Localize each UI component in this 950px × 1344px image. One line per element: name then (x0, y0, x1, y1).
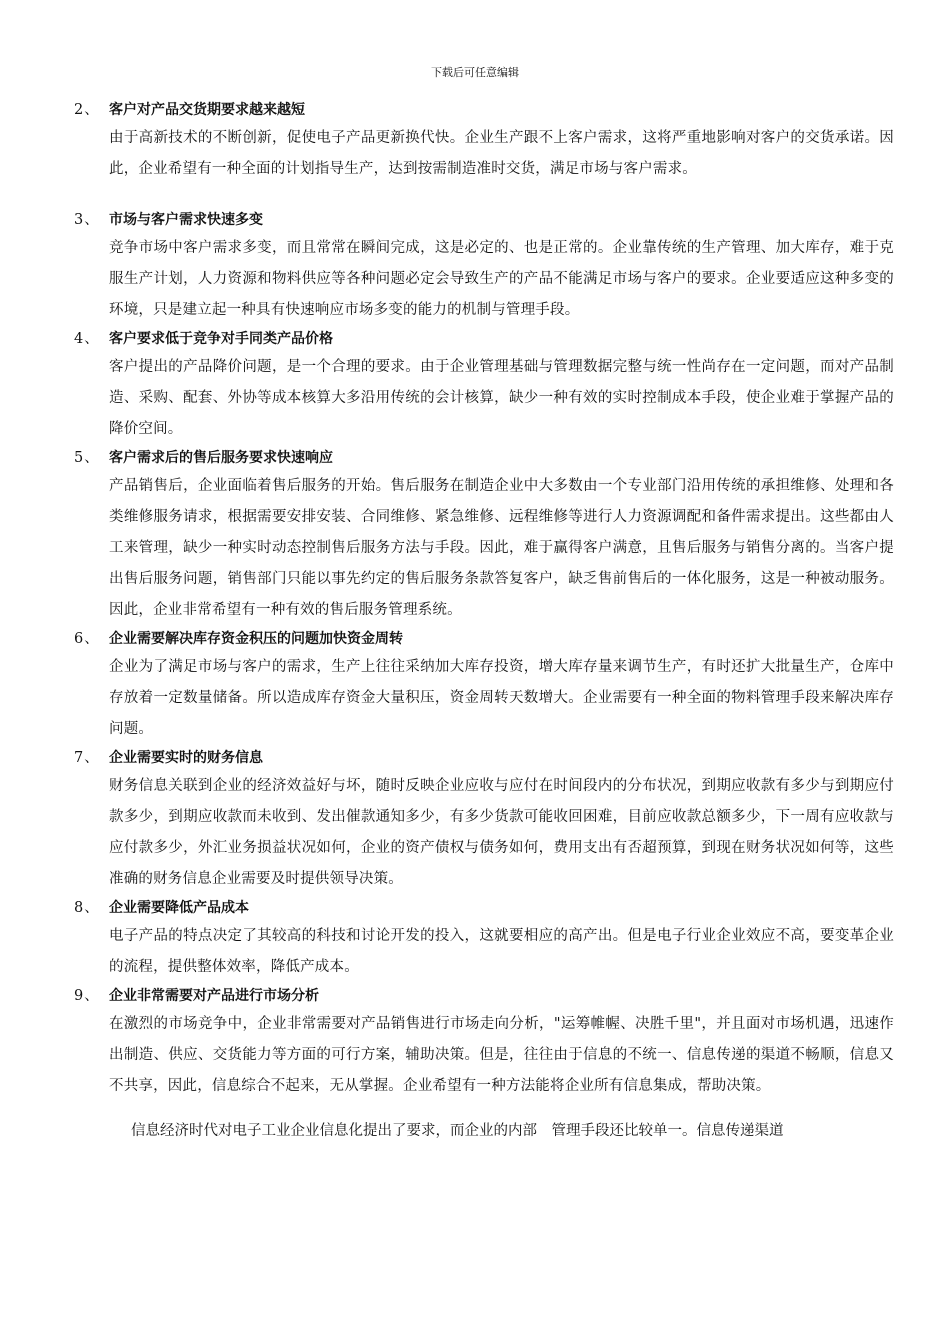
section-heading: 客户对产品交货期要求越来越短 (109, 102, 305, 118)
section-number: 4、 (74, 331, 100, 347)
document-body (74, 97, 894, 1147)
section-9 (74, 983, 894, 1102)
section-number: 7、 (74, 750, 100, 766)
section-heading: 企业需要实时的财务信息 (109, 750, 263, 766)
section-heading: 客户需求后的售后服务要求快速响应 (109, 450, 333, 466)
section-7 (74, 745, 894, 895)
section-8 (74, 895, 894, 983)
section-paragraph: 财务信息关联到企业的经济效益好与坏，随时反映企业应收与应付在时间段内的分布状况，到期应收款有多少与到期应付款多少，到期应收款而未收到、发出催款通知多少，有多少货款可能收回困难，目前应收款总额多少，下一周有应收款与应付款多少，外汇业务损益状况如何，企业的资产债权与债务如何，费用支出有否超预算，到现在财务状况如何等，这些准确的财务信息企业需要及时提供领导决策。 (109, 778, 894, 887)
section-4 (74, 326, 894, 445)
section-paragraph: 竞争市场中客户需求多变，而且常常在瞬间完成，这是必定的、也是正常的。企业靠传统的生产管理、加大库存，难于克服生产计划，人力资源和物料供应等各种问题必定会导致生产的产品不能满足市场与客户的要求。企业要适应这种多变的环境，只是建立起一种具有快速响应市场多变的能力的机制与管理手段。 (109, 240, 894, 318)
section-5 (74, 445, 894, 626)
section-paragraph: 在激烈的市场竞争中，企业非常需要对产品销售进行市场走向分析，"运筹帷幄、决胜千里"，并且面对市场机遇，迅速作出制造、供应、交货能力等方面的可行方案，辅助决策。但是，往往由于信息的不统一、信息传递的渠道不畅顺，信息又不共享，因此，信息综合不起来，无从掌握。企业希望有一种方法能将企业所有信息集成，帮助决策。 (109, 1016, 894, 1094)
section-3 (74, 207, 894, 326)
section-heading: 市场与客户需求快速多变 (109, 212, 263, 228)
section-number: 2、 (74, 102, 100, 118)
section-title-row (74, 626, 894, 652)
section-paragraph: 由于高新技术的不断创新，促使电子产品更新换代快。企业生产跟不上客户需求，这将严重地影响对客户的交货承诺。因此，企业希望有一种全面的计划指导生产，达到按需制造准时交货，满足市场与客户需求。 (109, 130, 894, 177)
section-paragraph: 电子产品的特点决定了其较高的科技和讨论开发的投入，这就要相应的高产出。但是电子行业企业效应不高，要变革企业的流程，提供整体效率，降低产成本。 (109, 928, 894, 975)
section-number: 9、 (74, 988, 100, 1004)
section-title-row (74, 745, 894, 771)
section-heading: 企业需要解决库存资金积压的问题加快资金周转 (109, 631, 403, 647)
section-number: 5、 (74, 450, 100, 466)
section-heading: 客户要求低于竞争对手同类产品价格 (109, 331, 333, 347)
section-title-row (74, 326, 894, 352)
section-title-row (74, 445, 894, 471)
section-title-row (74, 983, 894, 1009)
section-6 (74, 626, 894, 745)
section-number: 3、 (74, 212, 100, 228)
section-title-row (74, 895, 894, 921)
closing-paragraph: 信息经济时代对电子工业企业信息化提出了要求，而企业的内部 管理手段还比较单一。信息传递渠道 (131, 1123, 784, 1139)
section-2 (74, 97, 894, 185)
section-number: 6、 (74, 631, 100, 647)
section-paragraph: 产品销售后，企业面临着售后服务的开始。售后服务在制造企业中大多数由一个专业部门沿用传统的承担维修、处理和各类维修服务请求，根据需要安排安装、合同维修、紧急维修、远程维修等进行人力资源调配和备件需求提出。这些都由人工来管理，缺少一种实时动态控制售后服务方法与手段。因此，难于赢得客户满意，且售后服务与销售分离的。当客户提出售后服务问题，销售部门只能以事先约定的售后服务条款答复客户，缺乏售前售后的一体化服务，这是一种被动服务。因此，企业非常希望有一种有效的售后服务管理系统。 (109, 478, 894, 618)
section-heading: 企业需要降低产品成本 (109, 900, 249, 916)
section-heading: 企业非常需要对产品进行市场分析 (109, 988, 319, 1004)
blank-line (74, 185, 894, 207)
section-number: 8、 (74, 900, 100, 916)
page-header-note: 下载后可任意编辑 (431, 66, 519, 79)
section-paragraph: 企业为了满足市场与客户的需求，生产上往往采纳加大库存投资，增大库存量来调节生产，有时还扩大批量生产，仓库中存放着一定数量储备。所以造成库存资金大量积压，资金周转天数增大。企业需要有一种全面的物料管理手段来解决库存问题。 (109, 659, 894, 737)
section-title-row (74, 97, 894, 123)
section-paragraph: 客户提出的产品降价问题，是一个合理的要求。由于企业管理基础与管理数据完整与统一性尚存在一定问题，而对产品制造、采购、配套、外协等成本核算大多沿用传统的会计核算，缺少一种有效的实时控制成本手段，使企业难于掌握产品的降价空间。 (109, 359, 894, 437)
section-title-row (74, 207, 894, 233)
